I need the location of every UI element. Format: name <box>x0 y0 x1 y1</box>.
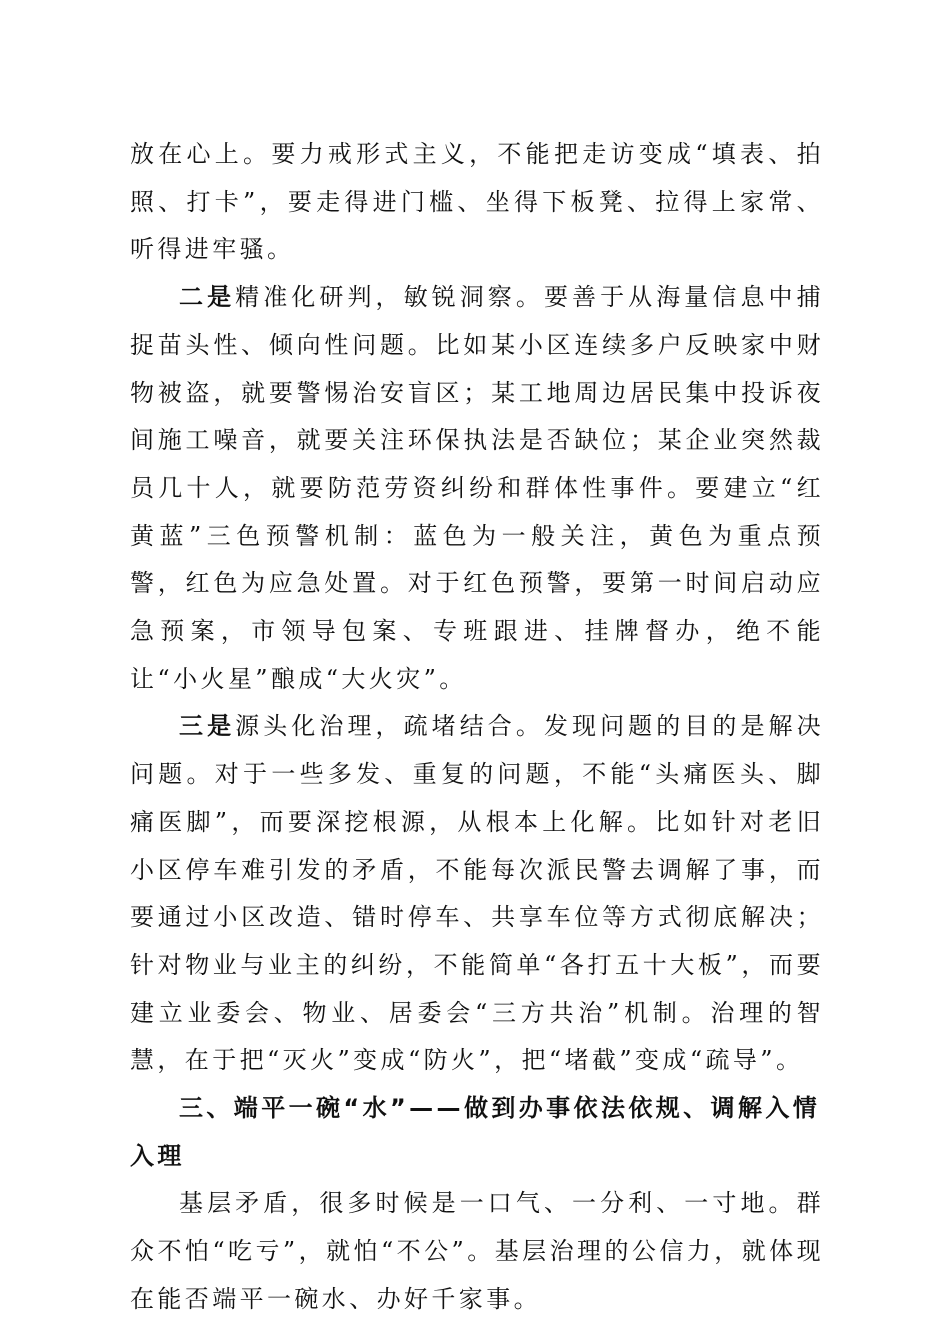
paragraph-text: 放在心上。要力戒形式主义，不能把走访变成“填表、拍照、打卡”，要走得进门槛、坐得下板凳、拉得上家常、听得进牢骚。 <box>130 140 824 264</box>
section-heading: 三、端平一碗“水”——做到办事依法依规、调解入情入理 <box>130 1094 821 1170</box>
paragraph-text: 精准化研判，敏锐洞察。要善于从海量信息中捕捉苗头性、倾向性问题。比如某小区连续多户反映家中财物被盗，就要警惕治安盲区；某工地周边居民集中投诉夜间施工噪音，就要关注环保执法是否缺位；某企业突然裁员几十人，就要防范劳资纠纷和群体性事件。要建立“红黄蓝”三色预警机制：蓝色为一般关注，黄色为重点预警，红色为应急处置。对于红色预警，要第一时间启动应急预案，市领导包案、专班跟进、挂牌督办，绝不能让“小火星”酿成“大火灾”。 <box>130 283 824 693</box>
closing-paragraph <box>130 1180 824 1323</box>
paragraph-continuation <box>130 131 824 274</box>
paragraph-lead: 三是 <box>179 712 236 741</box>
paragraph-text: 源头化治理，疏堵结合。发现问题的目的是解决问题。对于一些多发、重复的问题，不能“头痛医头、脚痛医脚”，而要深挖根源，从根本上化解。比如针对老旧小区停车难引发的矛盾，不能每次派民警去调解了事，而要通过小区改造、错时停车、共享车位等方式彻底解决；针对物业与业主的纠纷，不能简单“各打五十大板”，而要建立业委会、物业、居委会“三方共治”机制。治理的智慧，在于把“灭火”变成“防火”，把“堵截”变成“疏导”。 <box>130 712 824 1075</box>
paragraph-text: 基层矛盾，很多时候是一口气、一分利、一寸地。群众不怕“吃亏”，就怕“不公”。基层治理的公信力，就体现在能否端平一碗水、办好千家事。 <box>130 1189 824 1313</box>
document-page <box>130 131 824 1324</box>
paragraph-lead: 二是 <box>179 283 236 312</box>
paragraph-point-two <box>130 274 824 703</box>
paragraph-point-three <box>130 703 824 1085</box>
